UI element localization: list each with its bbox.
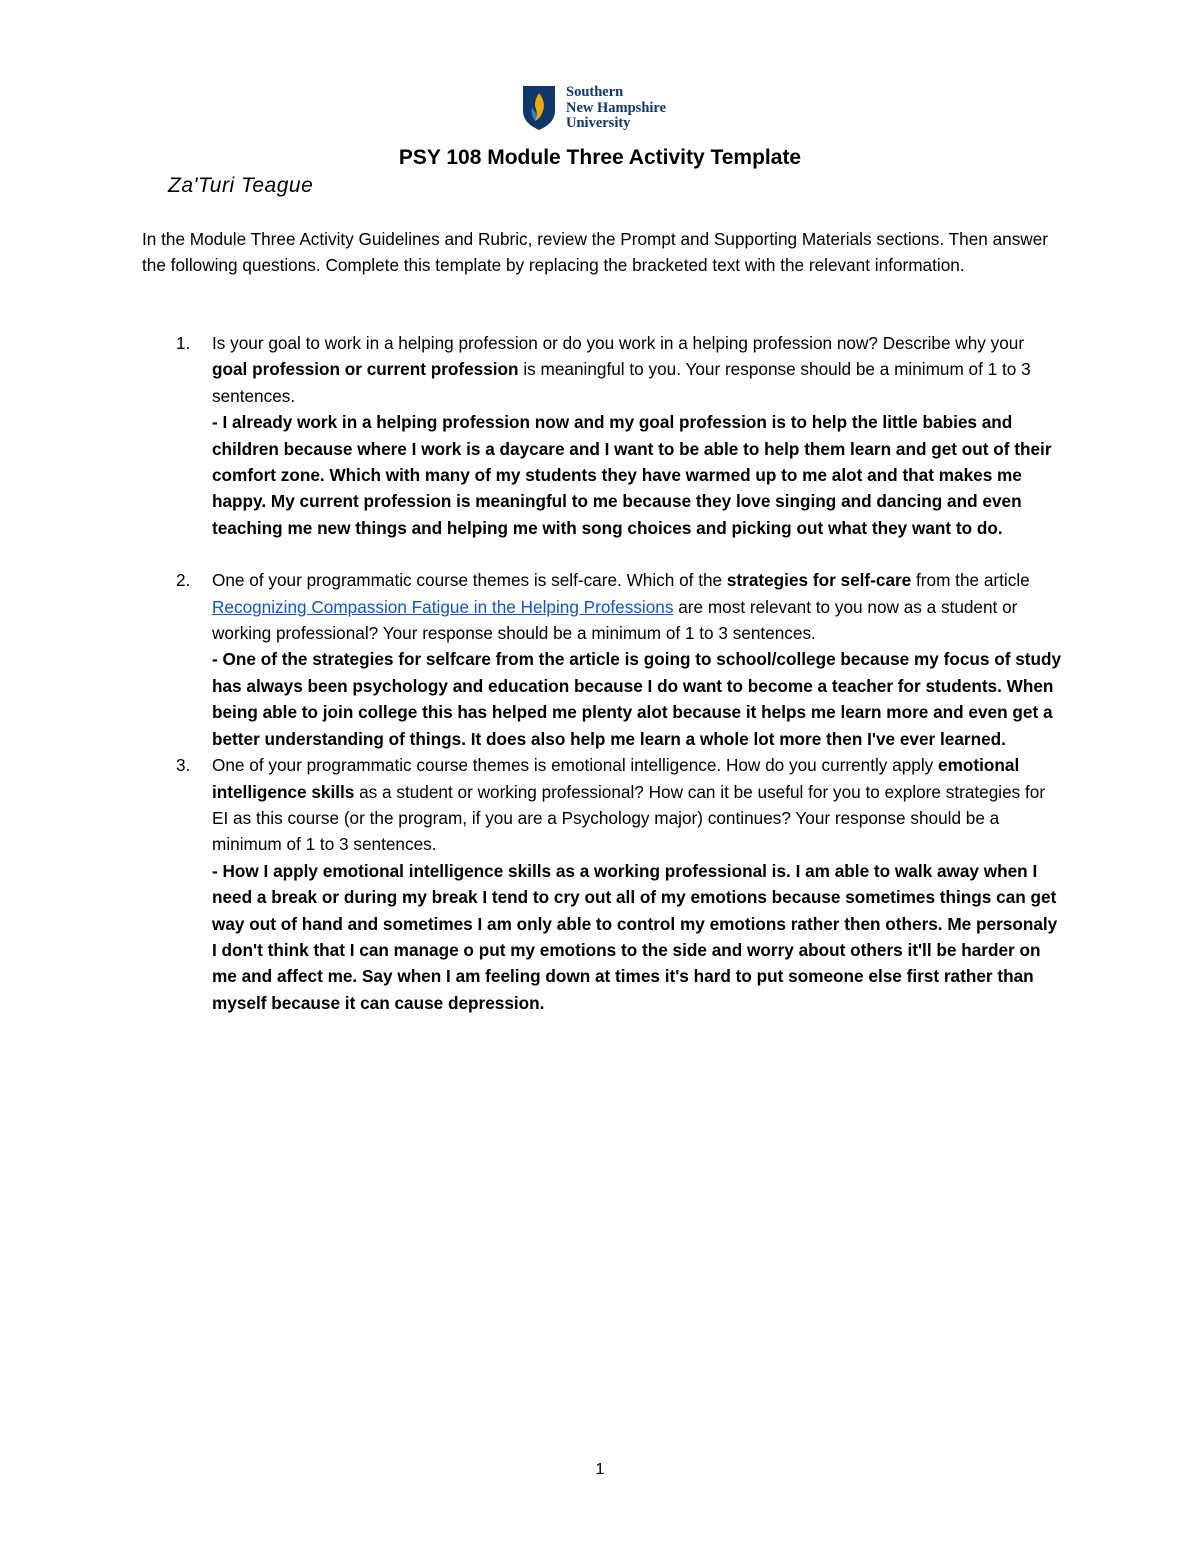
prompt-text: One of your programmatic course themes is self-care. Which of the bbox=[212, 570, 727, 591]
question-item bbox=[142, 567, 1062, 752]
question-number: 3. bbox=[176, 755, 191, 776]
prompt-text: One of your programmatic course themes is emotional intelligence. How do you currently apply bbox=[212, 755, 939, 776]
university-logo bbox=[522, 85, 666, 132]
logo-line-1: Southern bbox=[566, 84, 624, 100]
prompt-text: are most relevant to you now as a student or working professional? Your response should be a minimum of 1 to 3 sentences. bbox=[212, 596, 1018, 644]
question-prompt bbox=[212, 330, 1062, 409]
article-link[interactable]: Recognizing Compassion Fatigue in the Helping Professions bbox=[212, 596, 674, 617]
page-number: 1 bbox=[595, 1461, 605, 1478]
logo-line-2: New Hampshire bbox=[566, 99, 667, 116]
prompt-emphasis: goal profession or current profession bbox=[212, 359, 519, 380]
answer-text: - How I apply emotional intelligence skills as a working professional is. I am able to walk away when I need a break or during my break I tend to cry out all of my emotions because sometimes things can get way out of hand and sometimes I am only able to control my emotions rather then others. Me personaly I don't think that I can manage o put my emotions to the side and worry about others it'll be harder on me and affect me. Say when I am feeling down at times it's hard to put someone else first rather than myself because it can cause depression. bbox=[212, 860, 1058, 1013]
question-item bbox=[142, 330, 1062, 541]
prompt-emphasis: strategies for self-care bbox=[726, 570, 912, 591]
question-number: 2. bbox=[176, 570, 191, 591]
prompt-text: is meaningful to you. Your response should be a minimum of 1 to 3 sentences. bbox=[212, 359, 1031, 406]
question-item bbox=[142, 752, 1062, 1016]
question-list bbox=[142, 330, 1062, 1016]
flame-shield-icon bbox=[522, 85, 556, 131]
university-name bbox=[566, 85, 666, 132]
document-title: PSY 108 Module Three Activity Template bbox=[398, 146, 802, 169]
answer-text: - I already work in a helping profession now and my goal profession is to help the little babies and children because where I work is a daycare and I want to be able to help them learn and get out of their comfort zone. Which with many of my students they have warmed up to me alot and that makes me happy. My current profession is meaningful to me because they love singing and dancing and even teaching me new things and helping me with song choices and picking out what they want to do. bbox=[212, 412, 1052, 538]
intro-paragraph: In the Module Three Activity Guidelines and Rubric, review the Prompt and Supporting Materials sections. Then answer the following questions. Complete this template by replacing the bracketed text with the relevant information. bbox=[142, 229, 1048, 276]
prompt-emphasis: emotional intelligence skills bbox=[212, 755, 1020, 802]
logo-line-3: University bbox=[566, 115, 631, 131]
question-number: 1. bbox=[176, 333, 191, 353]
question-prompt bbox=[212, 567, 1062, 646]
prompt-text: as a student or working professional? How can it be useful for you to explore strategies for EI as this course (or the program, if you are a Psychology major) continues? Your response should be a minimum of 1 to 3 sentences. bbox=[212, 781, 1046, 855]
prompt-text: from the article bbox=[911, 570, 1030, 591]
question-prompt bbox=[212, 752, 1062, 858]
author-name: Za'Turi Teague bbox=[168, 174, 314, 197]
prompt-text: Is your goal to work in a helping profession or do you work in a helping profession now? Describe why your bbox=[212, 333, 1025, 353]
answer-text: - One of the strategies for selfcare from the article is going to school/college because my focus of study has always been psychology and education because I do want to become a teacher for students. When being able to join college this has helped me plenty alot because it helps me learn more and even get a better understanding of things. It does also help me learn a whole lot more then I've ever learned. bbox=[212, 649, 1062, 749]
